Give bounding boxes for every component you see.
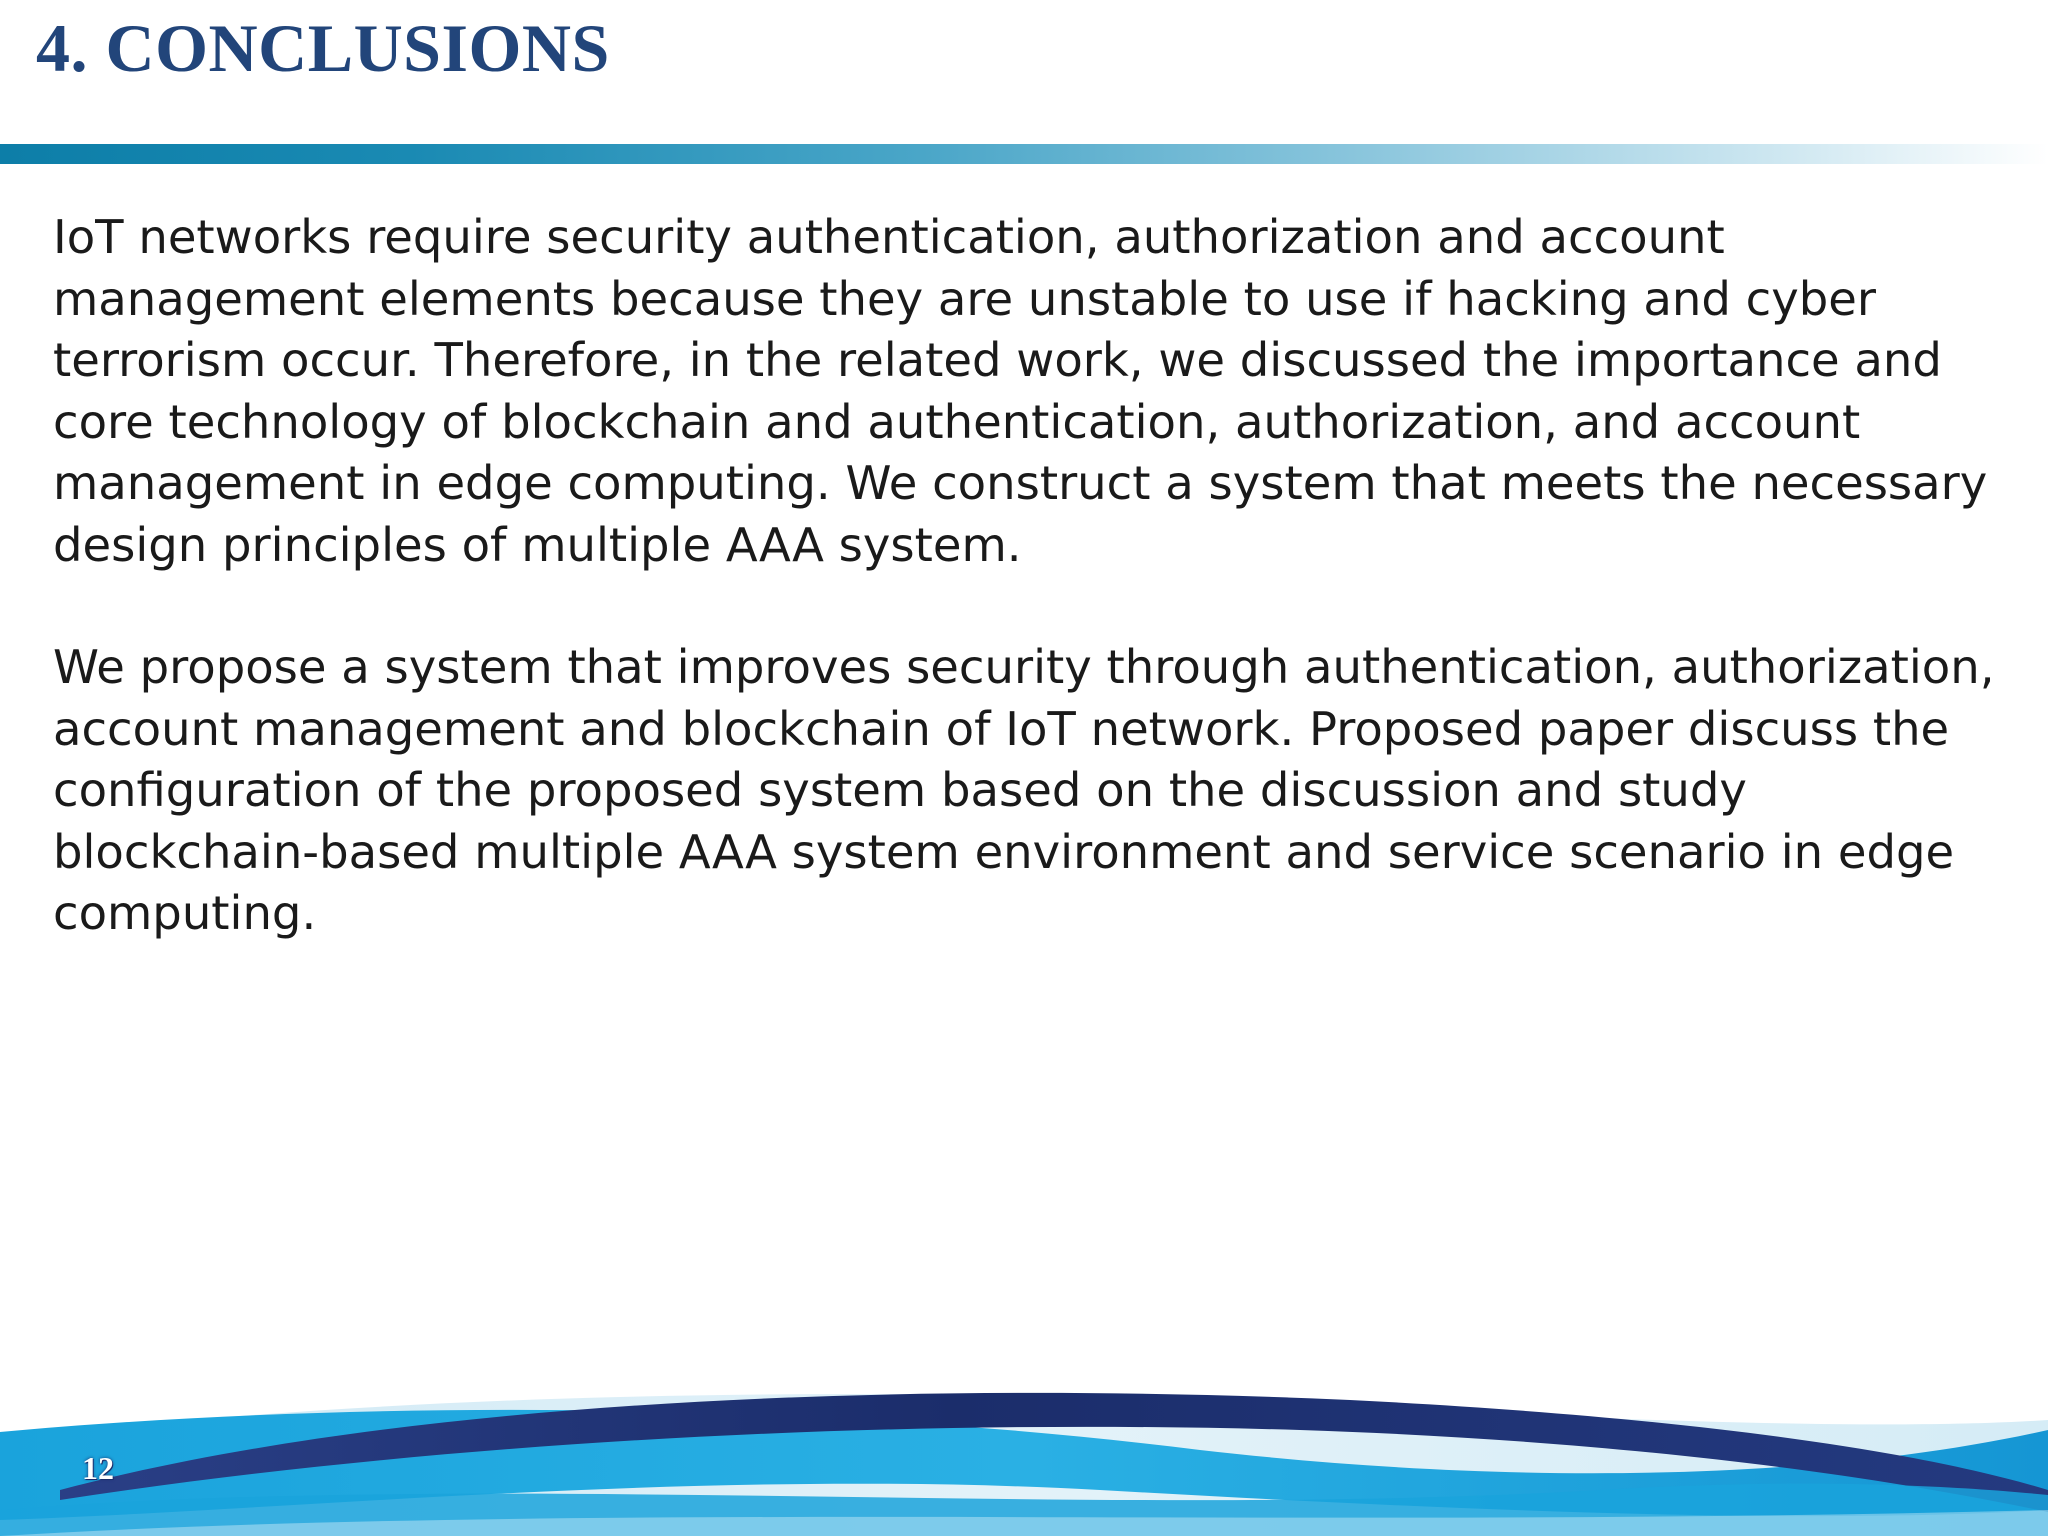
paragraph-2: We propose a system that improves security through authentication, authorization, account management and blockchain of IoT network. Proposed paper discuss the configuration of the proposed system based on the discussion and study blockchain-based multiple AAA system environment and service scenario in edge computing. — [53, 640, 1995, 940]
footer-wave-decoration — [0, 1360, 2048, 1536]
title-underline-bar — [0, 144, 2048, 164]
slide-body — [53, 207, 2013, 945]
page-number: 12 — [82, 1450, 114, 1486]
slide-title: 4. CONCLUSIONS — [36, 10, 610, 86]
paragraph-1: IoT networks require security authentication, authorization and account management elements because they are unstable to use if hacking and cyber terrorism occur. Therefore, in the related work, we discussed the importance and core technology of blockchain and authentication, authorization, and account management in edge computing. We construct a system that meets the necessary design principles of multiple AAA system. — [53, 210, 1988, 572]
